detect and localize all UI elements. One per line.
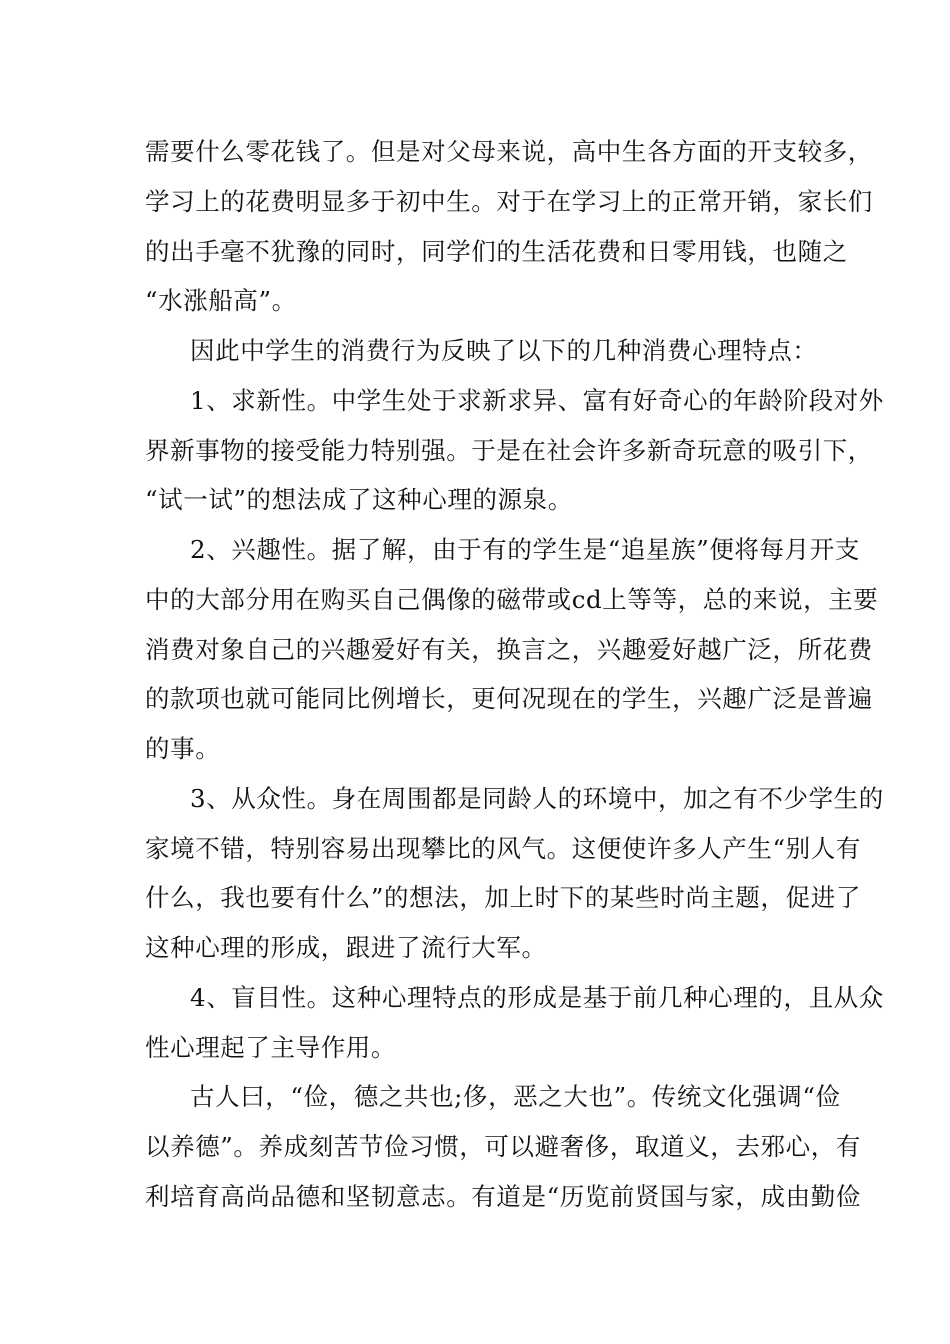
paragraph-item-3: 3、从众性。身在周围都是同龄人的环境中，加之有不少学生的 bbox=[190, 784, 884, 813]
paragraph-quote: 古人曰，“俭，德之共也;侈，恶之大也”。传统文化强调“俭 bbox=[190, 1082, 841, 1111]
text-line: “水涨船高”。 bbox=[145, 286, 297, 315]
text-line: 界新事物的接受能力特别强。于是在社会许多新奇玩意的吸引下， bbox=[145, 436, 873, 465]
text-line: 中的大部分用在购买自己偶像的磁带或cd上等等，总的来说，主要 bbox=[145, 585, 879, 614]
paragraph-intro: 因此中学生的消费行为反映了以下的几种消费心理特点： bbox=[190, 336, 818, 365]
text-line: 需要什么零花钱了。但是对父母来说，高中生各方面的开支较多， bbox=[145, 137, 873, 166]
text-line: 以养德”。养成刻苦节俭习惯，可以避奢侈，取道义，去邪心，有 bbox=[145, 1132, 861, 1161]
text-line: 的出手毫不犹豫的同时，同学们的生活花费和日零用钱，也随之 bbox=[145, 237, 848, 266]
paragraph-item-2: 2、兴趣性。据了解，由于有的学生是“追星族”便将每月开支 bbox=[190, 535, 860, 564]
text-line: 什么，我也要有什么”的想法，加上时下的某些时尚主题，促进了 bbox=[145, 883, 861, 912]
text-line: 学习上的花费明显多于初中生。对于在学习上的正常开销，家长们 bbox=[145, 187, 873, 216]
text-line: 的款项也就可能同比例增长，更何况现在的学生，兴趣广泛是普遍 bbox=[145, 684, 873, 713]
text-line: 家境不错，特别容易出现攀比的风气。这便使许多人产生“别人有 bbox=[145, 834, 861, 863]
text-line: 的事。 bbox=[145, 734, 221, 763]
text-line: 消费对象自己的兴趣爱好有关，换言之，兴趣爱好越广泛，所花费 bbox=[145, 635, 873, 664]
text-line: 这种心理的形成，跟进了流行大军。 bbox=[145, 933, 547, 962]
text-line: “试一试”的想法成了这种心理的源泉。 bbox=[145, 485, 573, 514]
paragraph-item-4: 4、盲目性。这种心理特点的形成是基于前几种心理的，且从众 bbox=[190, 983, 884, 1012]
paragraph-item-1: 1、求新性。中学生处于求新求异、富有好奇心的年龄阶段对外 bbox=[190, 386, 884, 415]
text-line: 性心理起了主导作用。 bbox=[145, 1033, 396, 1062]
text-line: 利培育高尚品德和坚韧意志。有道是“历览前贤国与家，成由勤俭 bbox=[145, 1182, 861, 1211]
